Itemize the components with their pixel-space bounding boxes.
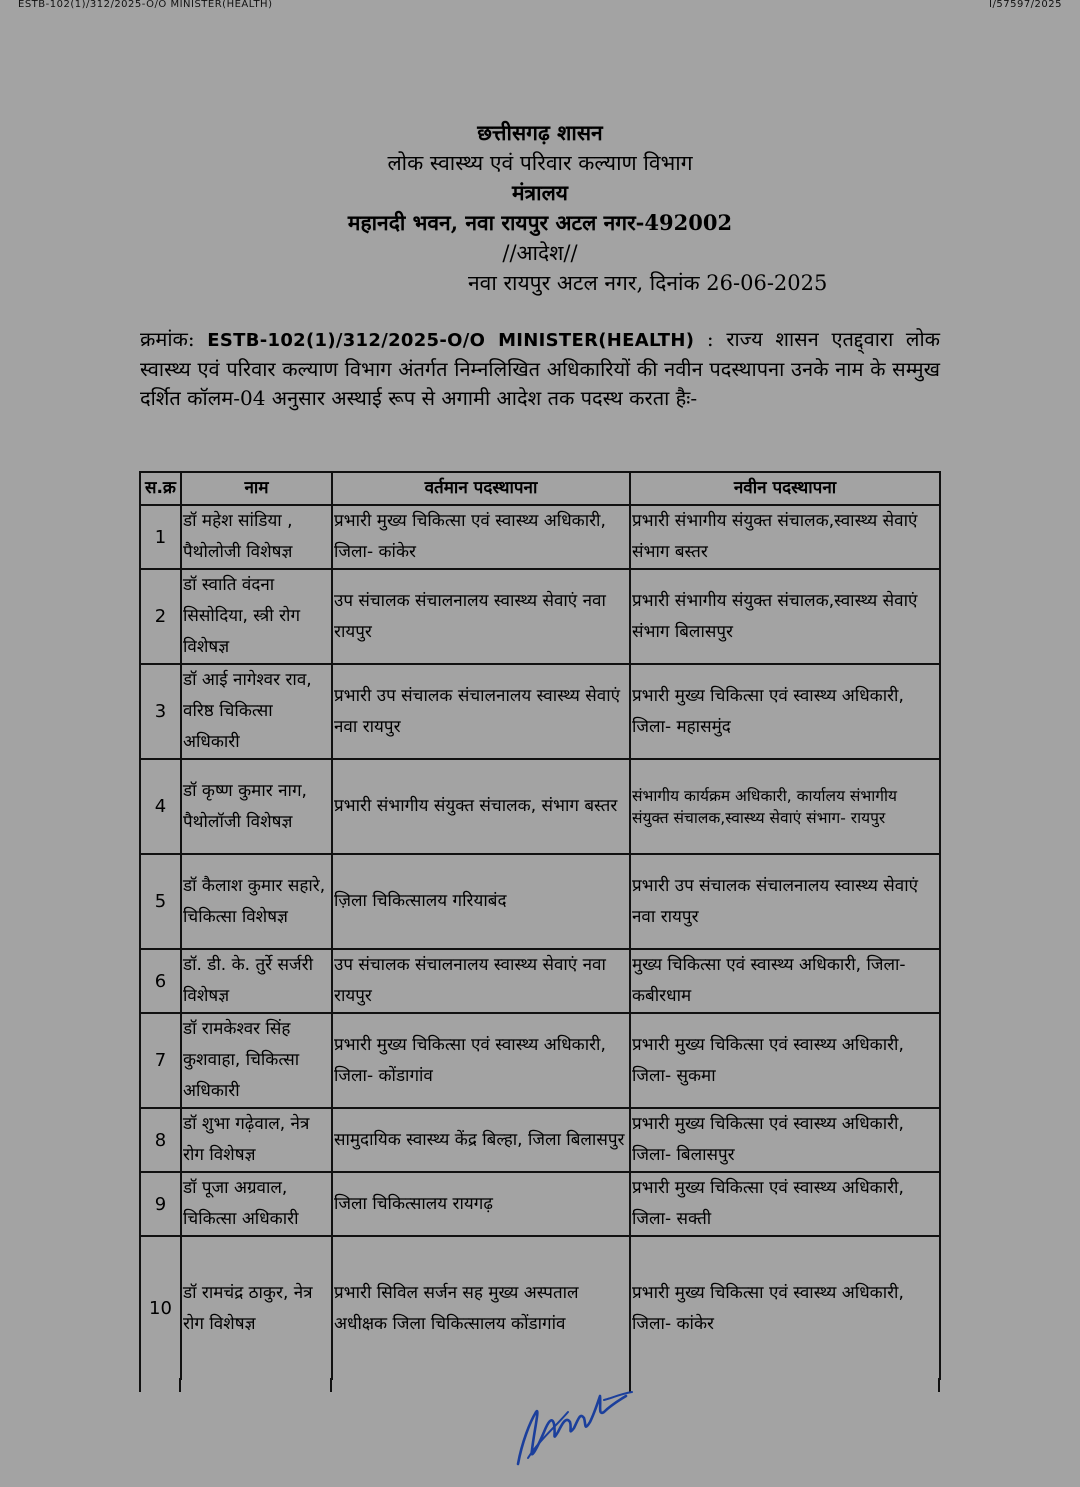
serial-number: 8 [140, 1108, 181, 1172]
officer-name: डॉ रामचंद्र ठाकुर, नेत्र रोग विशेषज्ञ [181, 1236, 332, 1380]
date-line: नवा रायपुर अटल नगर, दिनांक 26-06-2025 [468, 271, 828, 295]
current-posting: उप संचालक संचालनालय स्वास्थ्य सेवाएं नवा रायपुर [332, 949, 630, 1013]
posting-table [139, 471, 941, 1380]
serial-number: 6 [140, 949, 181, 1013]
serial-number: 2 [140, 569, 181, 664]
government-title: छत्तीसगढ़ शासन [477, 120, 603, 145]
officer-name: डॉ. डी. के. तुर्रे सर्जरी विशेषज्ञ [181, 949, 332, 1013]
ministry-title: मंत्रालय [511, 180, 568, 205]
current-posting: प्रभारी मुख्य चिकित्सा एवं स्वास्थ्य अधिकारी, जिला- कोंडागांव [332, 1013, 630, 1108]
officer-name: डॉ कैलाश कुमार सहारे, चिकित्सा विशेषज्ञ [181, 854, 332, 949]
document-header [0, 118, 1080, 268]
new-posting: प्रभारी मुख्य चिकित्सा एवं स्वास्थ्य अधिकारी, जिला- सुकमा [630, 1013, 940, 1108]
top-reference-bar [0, 0, 1080, 12]
table-row [140, 854, 940, 949]
order-number-label: क्रमांक: [140, 327, 195, 351]
officer-name: डॉ महेश सांडिया , पैथोलोजी विशेषज्ञ [181, 505, 332, 569]
officer-name: डॉ आई नागेश्वर राव, वरिष्ठ चिकित्सा अधिकारी [181, 664, 332, 759]
serial-number: 5 [140, 854, 181, 949]
table-row [140, 1236, 940, 1380]
officer-name: डॉ पूजा अग्रवाल, चिकित्सा अधिकारी [181, 1172, 332, 1236]
table-row [140, 664, 940, 759]
serial-number: 4 [140, 759, 181, 854]
new-posting: प्रभारी मुख्य चिकित्सा एवं स्वास्थ्य अधिकारी, जिला- सक्ती [630, 1172, 940, 1236]
current-posting: प्रभारी उप संचालक संचालनालय स्वास्थ्य सेवाएं नवा रायपुर [332, 664, 630, 759]
new-posting: संभागीय कार्यक्रम अधिकारी, कार्यालय संभागीय संयुक्त संचालक,स्वास्थ्य सेवाएं संभाग- रायपुर [630, 759, 940, 854]
table-row [140, 759, 940, 854]
table-header-row [140, 472, 940, 505]
current-posting: सामुदायिक स्वास्थ्य केंद्र बिल्हा, जिला बिलासपुर [332, 1108, 630, 1172]
new-posting: प्रभारी मुख्य चिकित्सा एवं स्वास्थ्य अधिकारी, जिला- बिलासपुर [630, 1108, 940, 1172]
top-reference-left: ESTB-102(1)/312/2025-O/O MINISTER(HEALTH) [18, 0, 273, 10]
table-row [140, 1013, 940, 1108]
new-posting: मुख्य चिकित्सा एवं स्वास्थ्य अधिकारी, जिला- कबीरधाम [630, 949, 940, 1013]
signature-tail [604, 1392, 632, 1400]
order-body: : राज्य शासन एतद्द्वारा लोक स्वास्थ्य एवं परिवार कल्याण विभाग अंतर्गत निम्नलिखित अधिकारियों की नवीन पदस्थापना उनके नाम के सम्मुख दर्शित कॉलम-04 अनुसार अस्थाई रूप से अगामी आदेश तक पदस्थ करता हैः- [140, 327, 941, 410]
order-number: ESTB-102(1)/312/2025-O/O MINISTER(HEALTH) [207, 330, 695, 351]
current-posting: प्रभारी सिविल सर्जन सह मुख्य अस्पताल अधीक्षक जिला चिकित्सालय कोंडागांव [332, 1236, 630, 1380]
serial-number: 9 [140, 1172, 181, 1236]
column-header-serial: स.क्र [140, 472, 181, 505]
current-posting: प्रभारी संभागीय संयुक्त संचालक, संभाग बस्तर [332, 759, 630, 854]
current-posting: जिला चिकित्सालय रायगढ़ [332, 1172, 630, 1236]
new-posting: प्रभारी उप संचालक संचालनालय स्वास्थ्य सेवाएं नवा रायपुर [630, 854, 940, 949]
serial-number: 3 [140, 664, 181, 759]
current-posting: प्रभारी मुख्य चिकित्सा एवं स्वास्थ्य अधिकारी, जिला- कांकेर [332, 505, 630, 569]
column-header-new-posting: नवीन पदस्थापना [630, 472, 940, 505]
order-paragraph [140, 325, 940, 413]
signature-image [508, 1372, 638, 1472]
top-reference-right: I/57597/2025 [989, 0, 1062, 10]
new-posting: प्रभारी संभागीय संयुक्त संचालक,स्वास्थ्य सेवाएं संभाग बस्तर [630, 505, 940, 569]
serial-number: 1 [140, 505, 181, 569]
signature-stroke [518, 1396, 626, 1464]
officer-name: डॉ शुभा गढ़ेवाल, नेत्र रोग विशेषज्ञ [181, 1108, 332, 1172]
serial-number: 7 [140, 1013, 181, 1108]
department-title: लोक स्वास्थ्य एवं परिवार कल्याण विभाग [387, 151, 693, 175]
current-posting: उप संचालक संचालनालय स्वास्थ्य सेवाएं नवा रायपुर [332, 569, 630, 664]
current-posting: ज़िला चिकित्सालय गरियाबंद [332, 854, 630, 949]
officer-name: डॉ कृष्ण कुमार नाग, पैथोलॉजी विशेषज्ञ [181, 759, 332, 854]
table-row [140, 569, 940, 664]
column-header-current-posting: वर्तमान पदस्थापना [332, 472, 630, 505]
new-posting: प्रभारी मुख्य चिकित्सा एवं स्वास्थ्य अधिकारी, जिला- महासमुंद [630, 664, 940, 759]
table-row [140, 505, 940, 569]
table-row [140, 1172, 940, 1236]
order-heading: //आदेश// [502, 241, 578, 265]
serial-number: 10 [140, 1236, 181, 1380]
table-row [140, 949, 940, 1013]
table-row [140, 1108, 940, 1172]
new-posting: प्रभारी संभागीय संयुक्त संचालक,स्वास्थ्य सेवाएं संभाग बिलासपुर [630, 569, 940, 664]
new-posting: प्रभारी मुख्य चिकित्सा एवं स्वास्थ्य अधिकारी, जिला- कांकेर [630, 1236, 940, 1380]
officer-name: डॉ रामकेश्वर सिंह कुशवाहा, चिकित्सा अधिकारी [181, 1013, 332, 1108]
officer-name: डॉ स्वाति वंदना सिसोदिया, स्त्री रोग विशेषज्ञ [181, 569, 332, 664]
column-header-name: नाम [181, 472, 332, 505]
office-address: महानदी भवन, नवा रायपुर अटल नगर-492002 [347, 210, 733, 235]
